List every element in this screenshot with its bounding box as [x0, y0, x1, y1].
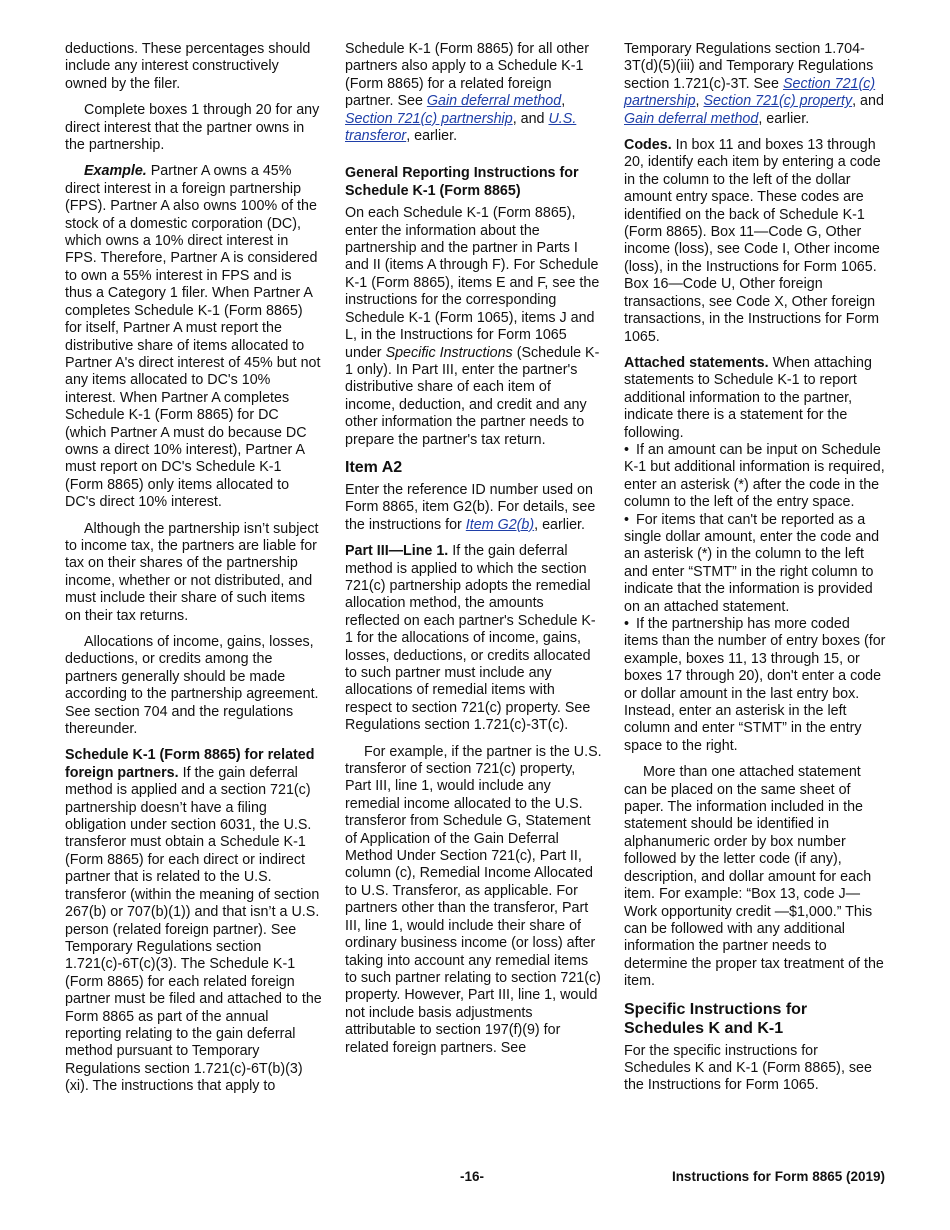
paragraph-text: Temporary Regulations section 1.704-3T(d)(5)(iii) and Temporary Regulations section 1.721(c)-3T. See [624, 41, 874, 92]
link-gain-deferral-method[interactable]: Gain deferral method [426, 93, 562, 110]
paragraph: Complete boxes 1 through 20 for any direct interest that the partner owns in the partnership. [65, 102, 320, 154]
italic-text: Specific Instructions [385, 344, 513, 361]
bullet-text: For items that can't be reported as a single dollar amount, enter the code and an asterisk (*) in the column to the left and enter “STMT” in the right column to indicate that the information is provided on an attached statement. [624, 511, 880, 615]
link-item-g2b[interactable]: Item G2(b) [465, 516, 535, 533]
bullet-text: If an amount can be input on Schedule K-1 but additional information is required, enter an asterisk (*) after the code in the column to the left of the entry space. [624, 441, 885, 511]
link-us-transferor[interactable]: U.S. transferor [345, 110, 577, 145]
section-heading: Item A2 [345, 458, 403, 476]
paragraph: More than one attached statement can be placed on the same sheet of paper. The information included in the statement should be identified in alphanumeric order by box number followed by the letter code (if any), description, and dollar amount for each item. For example: “Box 13, code J—Work opportunity credit —$1,000.” This can be followed with any additional information the partner needs to determine the proper tax treatment of the item. [624, 764, 884, 990]
punctuation: , [695, 93, 700, 110]
paragraph-text: (Schedule K-1 only). In Part III, enter the partner's distributive share of each item of income, deduction, and credit and any other information the partner needs to prepare the partner's tax return. [345, 344, 600, 448]
paragraph-text: If the gain deferral method is applied to which the section 721(c) partnership adopts the remedial allocation method, the amounts reflected on each partner's Schedule K-1 for the allocations of income, gains, losses, deductions, or credits allocated to such partner must include any allocations of remedial items with respect to section 721(c) property. See Regulations section 1.721(c)-3T(c). [345, 543, 596, 734]
paragraph-text: , and [852, 93, 884, 110]
link-section-721c-partnership[interactable]: Section 721(c) partnership [345, 110, 513, 127]
bullet-text: If the partnership has more coded items than the number of entry boxes (for example, boxes 11, 13 through 15, or boxes 17 through 20), don't enter a code or dollar amount in the last entry box. Instead, enter an asterisk in the left column and enter “STMT” in the entry space to the right. [624, 616, 886, 754]
run-in-heading: Codes. [624, 137, 672, 154]
paragraph-text: Enter the reference ID number used on Form 8865, item G2(b). For details, see the instructions for [345, 481, 596, 533]
run-in-heading: Schedule K-1 (Form 8865) for related foreign partners. [65, 747, 315, 781]
paragraph [345, 482, 602, 534]
column-2 [345, 41, 602, 1057]
bullet-icon: • [624, 616, 630, 632]
codes-paragraph [624, 137, 886, 346]
paragraph: Allocations of income, gains, losses, deductions, or credits among the partners generally should be made according to the partnership agreement. See section 704 and the regulations thereunder. [65, 634, 319, 738]
bullet-item [624, 616, 886, 755]
paragraph-text: In box 11 and boxes 13 through 20, identify each item by entering a code in the column to the left of the dollar amount entry space. These codes are identified on the back of Schedule K-1 (Form 8865). Box 11—Code G, Other income (loss), see Code I, Other income (loss), in the Instructions for Form 1065. Box 16—Code U, Other foreign transactions, see Code X, Other foreign transactions, in the Instructions for Form 1065. [624, 137, 881, 345]
paragraph-text: , earlier. [534, 516, 585, 533]
paragraph-text: , earlier. [406, 128, 458, 145]
link-section-721c-property[interactable]: Section 721(c) property [703, 93, 853, 110]
page-number: -16- [460, 1169, 485, 1184]
bullet-icon: • [624, 511, 630, 528]
bullet-item [624, 512, 886, 616]
document-title: Instructions for Form 8865 (2019) [671, 1169, 885, 1184]
paragraph [345, 205, 602, 449]
paragraph: Although the partnership isn’t subject to income tax, the partners are liable for tax on their shares of the partnership income, whether or not distributed, and must include their share of such items on their tax returns. [65, 520, 319, 624]
link-section-721c-partnership[interactable]: Section 721(c) partnership [624, 75, 876, 110]
bullet-icon: • [624, 441, 630, 458]
attached-statements-paragraph [624, 355, 886, 442]
paragraph: For the specific instructions for Schedules K and K-1 (Form 8865), see the Instructions for Form 1065. [624, 1042, 872, 1094]
paragraph: deductions. These percentages should include any interest constructively owned by the filer. [65, 41, 311, 92]
run-in-heading: Part III—Line 1. [345, 543, 449, 560]
section-heading: Specific Instructions for Schedules K and K-1 [624, 1000, 808, 1037]
paragraph-text: Partner A owns a 45% direct interest in a foreign partnership (FPS). Partner A also owns 100% of the stock of a domestic corporation (DC), which owns a 10% direct interest in FPS. Therefore, Partner A is considered to own a 55% interest in FPS and is thus a Category 1 filer. When Partner A completes Schedule K-1 (Form 8865) for itself, Partner A must report the distributive share of items allocated to Partner A's direct interest of 45% but not any items allocated to DC's 10% interest. When Partner A completes Schedule K-1 (Form 8865) for DC (which Partner A must do because DC owns a direct 10% interest), Partner A must report on DC's Schedule K-1 (Form 8865) only items allocated to DC's direct 10% interest. [65, 163, 321, 511]
link-gain-deferral-method[interactable]: Gain deferral method [624, 110, 759, 127]
part-iii-line-1-paragraph [345, 543, 602, 734]
paragraph-text: If the gain deferral method is applied and a section 721(c) partnership doesn’t have a filing obligation under section 6031, the U.S. transferor must obtain a Schedule K-1 (Form 8865) for each direct or indirect partner that is related to the U.S. transferor (within the meaning of section 267(b) or 707(b)(1)) and that isn’t a U.S. person (related foreign partner). See Temporary Regulations section 1.721(c)-6T(c)(3). The Schedule K-1 (Form 8865) for each related foreign partner must be filed and attached to the Form 8865 as part of the annual reporting relating to the gain deferral method pursuant to Temporary Regulations section 1.721(c)-6T(b)(3)(xi). The instructions that apply to [65, 764, 322, 1095]
example-paragraph [65, 163, 322, 511]
paragraph-text: , earlier. [758, 110, 810, 127]
punctuation: , [561, 93, 566, 110]
column-3 [624, 41, 886, 1095]
column-1 [65, 41, 322, 1096]
paragraph-text: Schedule K-1 (Form 8865) for all other partners also apply to a Schedule K-1 (Form 8865) for a related foreign partner. See [345, 41, 589, 110]
run-in-heading: Example. [84, 163, 147, 180]
paragraph [624, 41, 886, 128]
paragraph-text: When attaching statements to Schedule K-1 to report additional information to the partner, indicate there is a statement for the following. [624, 354, 872, 441]
paragraph-text: , and [512, 110, 545, 127]
paragraph: For example, if the partner is the U.S. transferor of section 721(c) property, Part III, line 1, would include any remedial income allocated to the U.S. transferor from Schedule G, Statement of Application of the Gain Deferral Method Under Section 721(c), Part II, column (c), Remedial Income Allocated to U.S. Transferor, as applicable. For partners other than the transferor, Part III, line 1, would include their share of ordinary business income (or loss) after taking into account any remedial items to such partner relating to section 721(c) property. However, Part III, line 1, would not include basis adjustments attributable to section 197(f)(9) for related foreign partners. See [345, 743, 602, 1056]
run-in-heading: Attached statements. [624, 354, 769, 371]
bullet-item [624, 442, 886, 512]
related-foreign-partners-paragraph [65, 747, 322, 1095]
paragraph [345, 41, 602, 145]
paragraph-text: On each Schedule K-1 (Form 8865), enter the information about the partnership and the partner in Parts I and II (items A through F). For Schedule K-1 (Form 8865), items E and F, see the instructions for the corresponding Schedule K-1 (Form 1065), items J and L, in the Instructions for Form 1065 under [345, 205, 600, 361]
section-heading: General Reporting Instructions for Schedule K-1 (Form 8865) [345, 165, 579, 199]
